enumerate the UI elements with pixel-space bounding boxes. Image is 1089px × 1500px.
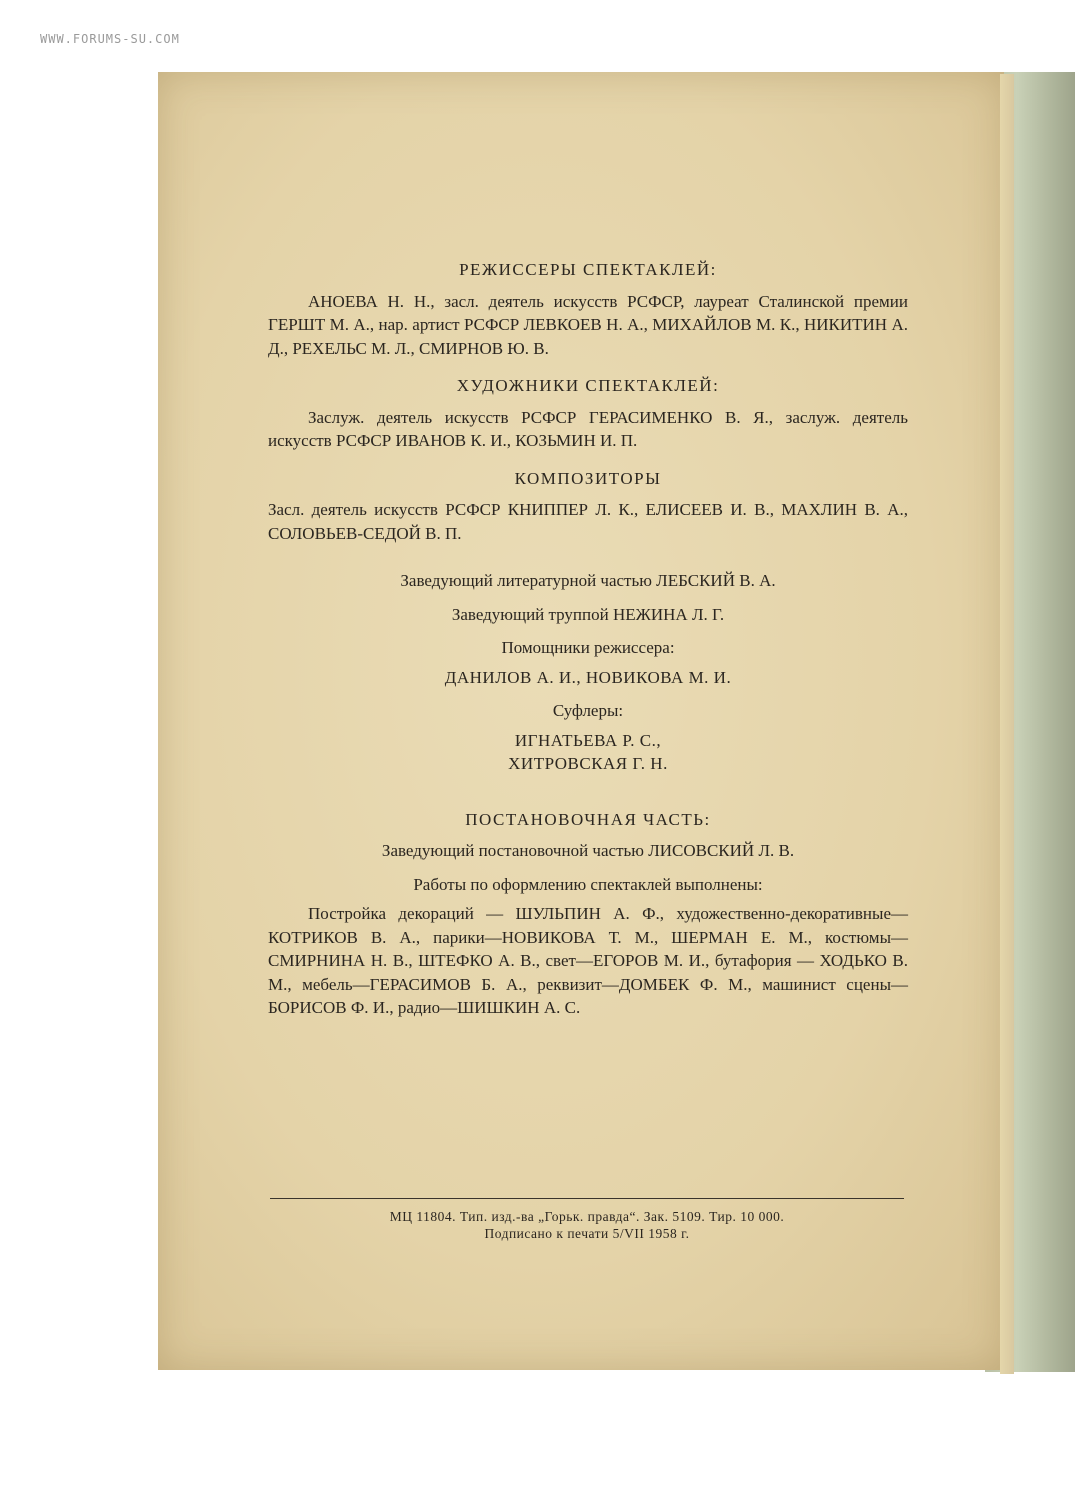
prompter-2: ХИТРОВСКАЯ Г. Н.	[508, 754, 668, 773]
literary-head: Заведующий литературной частью ЛЕБСКИЙ В. А.	[400, 571, 776, 590]
prompter-1: ИГНАТЬЕВА Р. С.,	[514, 730, 662, 750]
artists-heading: ХУДОЖНИКИ СПЕКТАКЛЕЙ:	[456, 376, 720, 395]
imprint-divider	[270, 1198, 904, 1199]
page-content	[268, 258, 908, 1034]
composers-text: Засл. деятель искусств РСФСР КНИППЕР Л. К., ЕЛИСЕЕВ И. В., МАХЛИН В. А., СОЛОВЬЕВ-СЕДОЙ В. П.	[268, 500, 908, 543]
imprint-line-2: Подписано к печати 5/VII 1958 г.	[484, 1226, 690, 1241]
directors-text: АНОЕВА Н. Н., засл. деятель искусств РСФСР, лауреат Сталинской премии ГЕРШТ М. А., нар. артист РСФСР ЛЕВКОЕВ Н. А., МИХАЙЛОВ М. К., НИКИТИН А. Д., РЕХЕЛЬС М. Л., СМИРНОВ Ю. В.	[268, 291, 908, 358]
imprint-line-1: МЦ 11804. Тип. изд.-ва „Горьк. правда“. Зак. 5109. Тир. 10 000.	[389, 1209, 785, 1224]
composers-heading: КОМПОЗИТОРЫ	[514, 468, 662, 488]
watermark-text: WWW.FORUMS-SU.COM	[40, 32, 180, 46]
production-head: Заведующий постановочной частью ЛИСОВСКИЙ Л. В.	[381, 841, 795, 860]
artists-text: Заслуж. деятель искусств РСФСР ГЕРАСИМЕНКО В. Я., заслуж. деятель искусств РСФСР ИВАНОВ К. И., КОЗЬМИН И. П.	[268, 407, 908, 450]
works-text: Постройка декораций — ШУЛЬПИН А. Ф., художественно-декоративные—КОТРИКОВ В. А., парики—НОВИКОВА Т. М., ШЕРМАН Е. М., костюмы—СМИРНИНА Н. В., ШТЕФКО А. В., свет—ЕГОРОВ М. И., бутафория — ХОДЬКО В. М., мебель—ГЕРАСИМОВ Б. А., реквизит—ДОМБЕК Ф. М., машинист сцены—БОРИСОВ Ф. И., радио—ШИШКИН А. С.	[268, 904, 908, 1017]
prompters-label: Суфлеры:	[552, 701, 624, 720]
imprint-block	[270, 1208, 904, 1242]
assistants-names: ДАНИЛОВ А. И., НОВИКОВА М. И.	[444, 667, 732, 687]
directors-heading: РЕЖИССЕРЫ СПЕКТАКЛЕЙ:	[459, 260, 717, 279]
works-label: Работы по оформлению спектаклей выполнены:	[413, 874, 763, 894]
production-heading: ПОСТАНОВОЧНАЯ ЧАСТЬ:	[465, 809, 711, 829]
troupe-head: Заведующий труппой НЕЖИНА Л. Г.	[451, 604, 725, 624]
assistants-label: Помощники режиссера:	[501, 638, 675, 657]
page-spine-edge	[1000, 74, 1014, 1374]
